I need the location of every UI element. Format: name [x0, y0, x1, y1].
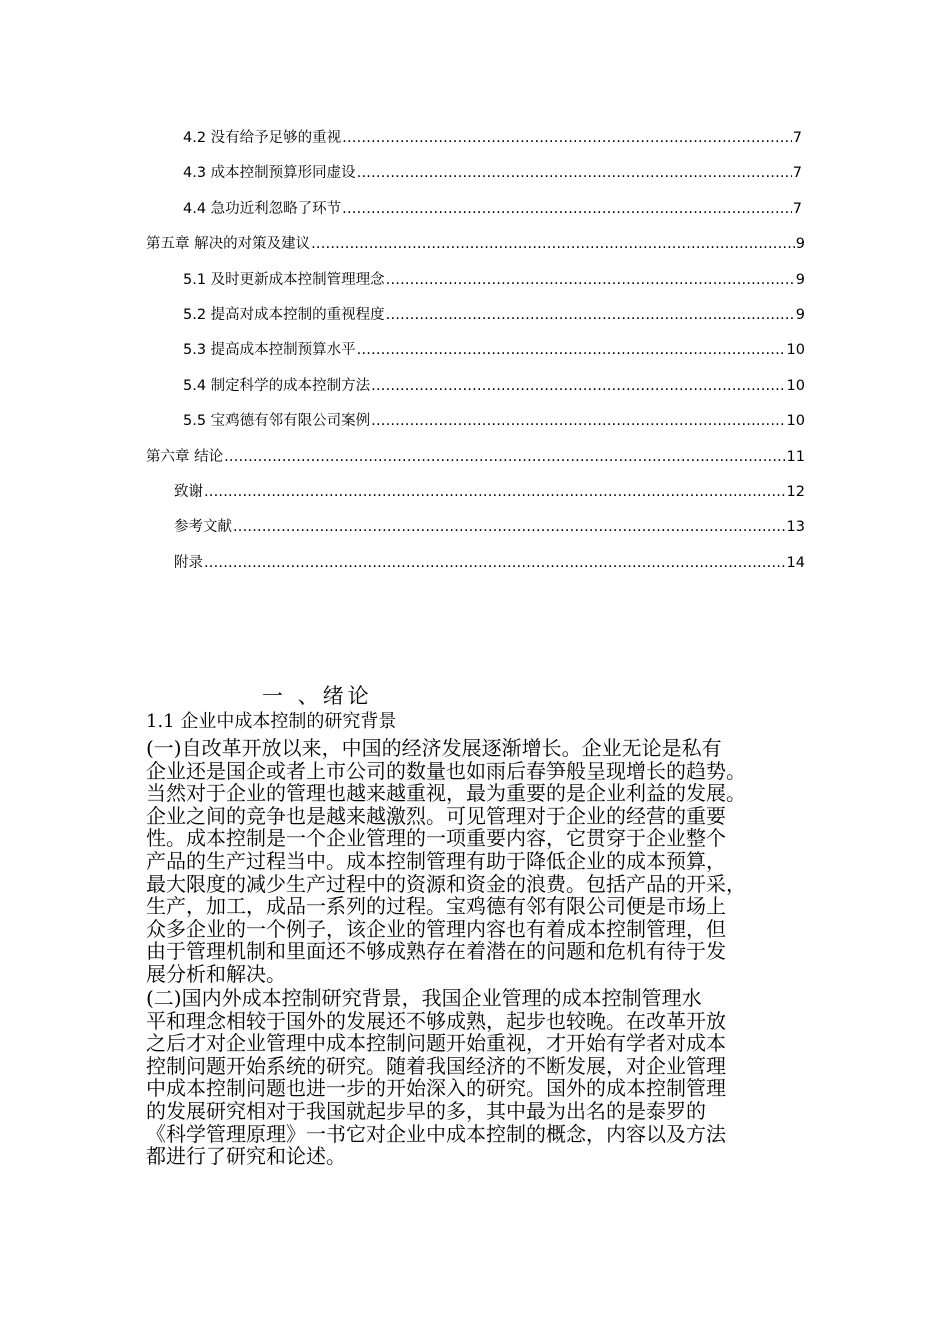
toc-entry-page: 10 [786, 413, 805, 429]
toc-leader-dots [233, 517, 786, 537]
toc-entry-label: 4.3 成本控制预算形同虚设 [183, 165, 356, 181]
text-line: 产品的生产过程当中。成本控制管理有助于降低企业的成本预算， [146, 848, 726, 873]
toc-leader-dots [342, 128, 792, 148]
toc-entry[interactable] [183, 305, 805, 325]
toc-leader-dots [386, 270, 795, 290]
toc-entry-page: 9 [795, 272, 805, 288]
toc-entry[interactable] [183, 270, 805, 290]
text-line: 性。成本控制是一个企业管理的一项重要内容，它贯穿于企业整个 [146, 826, 726, 851]
toc-entry-label: 5.1 及时更新成本控制管理理念 [183, 272, 385, 288]
text-line: 企业还是国企或者上市公司的数量也如雨后春笋般呈现增长的趋势。 [146, 758, 746, 783]
toc-leader-dots [386, 305, 795, 325]
text-line: 都进行了研究和论述。 [146, 1144, 346, 1169]
toc-entry-page: 13 [786, 519, 805, 535]
text-line: 企业之间的竞争也是越来越激烈。可见管理对于企业的经营的重要 [146, 803, 726, 828]
text-line: 《科学管理原理》一书它对企业中成本控制的概念，内容以及方法 [146, 1121, 726, 1146]
text-line: (一)自改革开放以来，中国的经济发展逐渐增长。企业无论是私有 [146, 736, 722, 760]
toc-leader-dots [371, 411, 785, 431]
text-line: 众多企业的一个例子，该企业的管理内容也有着成本控制管理，但 [146, 916, 726, 941]
toc-entry[interactable] [183, 199, 802, 219]
paragraph-1 [146, 737, 806, 986]
toc-entry-page: 12 [786, 484, 805, 500]
toc-entry-label: 第五章 解决的对策及建议 [146, 236, 311, 252]
text-line: 之后才对企业管理中成本控制问题开始重视，才开始有学者对成本 [146, 1031, 726, 1056]
text-line: 展分析和解决。 [146, 961, 286, 986]
toc-entry-page: 9 [795, 236, 805, 252]
toc-leader-dots [224, 447, 785, 467]
toc-entry-label: 致谢 [174, 484, 203, 500]
toc-entry-label: 5.2 提高对成本控制的重视程度 [183, 307, 385, 323]
toc-entry[interactable] [183, 411, 805, 431]
chapter-title: 一 、绪论 [262, 684, 373, 708]
toc-entry-label: 附录 [174, 555, 203, 571]
toc-entry-label: 4.2 没有给予足够的重视 [183, 130, 342, 146]
toc-entry-label: 4.4 急功近利忽略了环节 [183, 201, 342, 217]
text-line: 由于管理机制和里面还不够成熟存在着潜在的问题和危机有待于发 [146, 939, 726, 964]
toc-leader-dots [342, 199, 792, 219]
toc-entry[interactable] [146, 234, 805, 254]
text-line: 生产，加工，成品一系列的过程。宝鸡德有邻有限公司便是市场上 [146, 894, 726, 919]
paragraph-2 [146, 987, 806, 1168]
toc-entry-page: 7 [792, 130, 802, 146]
section-title: 1.1 企业中成本控制的研究背景 [146, 711, 397, 732]
toc-entry-page: 11 [786, 449, 805, 465]
toc-leader-dots [204, 553, 786, 573]
toc-entry-label: 第六章 结论 [146, 449, 224, 465]
toc-entry[interactable] [183, 128, 802, 148]
toc-entry-label: 5.3 提高成本控制预算水平 [183, 342, 356, 358]
text-line: 当然对于企业的管理也越来越重视，最为重要的是企业利益的发展。 [146, 781, 746, 806]
toc-leader-dots [311, 234, 795, 254]
text-line: (二)国内外成本控制研究背景，我国企业管理的成本控制管理水 [146, 986, 702, 1010]
toc-leader-dots [371, 376, 785, 396]
toc-entry[interactable] [183, 340, 805, 360]
toc-entry[interactable] [174, 553, 805, 573]
text-line: 的发展研究相对于我国就起步早的多，其中最为出名的是泰罗的 [146, 1098, 706, 1123]
toc-entry[interactable] [174, 517, 805, 537]
toc-entry[interactable] [183, 376, 805, 396]
toc-leader-dots [357, 163, 792, 183]
toc-entry-label: 参考文献 [174, 519, 232, 535]
toc-entry[interactable] [174, 482, 805, 502]
toc-entry-page: 7 [792, 165, 802, 181]
toc-entry[interactable] [183, 163, 802, 183]
text-line: 控制问题开始系统的研究。随着我国经济的不断发展，对企业管理 [146, 1053, 726, 1078]
toc-entry-page: 7 [792, 201, 802, 217]
toc-entry[interactable] [146, 447, 805, 467]
toc-entry-page: 10 [786, 342, 805, 358]
toc-leader-dots [357, 340, 786, 360]
toc-entry-page: 9 [795, 307, 805, 323]
text-line: 最大限度的减少生产过程中的资源和资金的浪费。包括产品的开采， [146, 871, 746, 896]
toc-leader-dots [204, 482, 786, 502]
text-line: 中成本控制问题也进一步的开始深入的研究。国外的成本控制管理 [146, 1076, 726, 1101]
toc-entry-page: 14 [786, 555, 805, 571]
toc-entry-page: 10 [786, 378, 805, 394]
toc-entry-label: 5.4 制定科学的成本控制方法 [183, 378, 371, 394]
text-line: 平和理念相较于国外的发展还不够成熟，起步也较晚。在改革开放 [146, 1008, 726, 1033]
toc-entry-label: 5.5 宝鸡德有邻有限公司案例 [183, 413, 371, 429]
